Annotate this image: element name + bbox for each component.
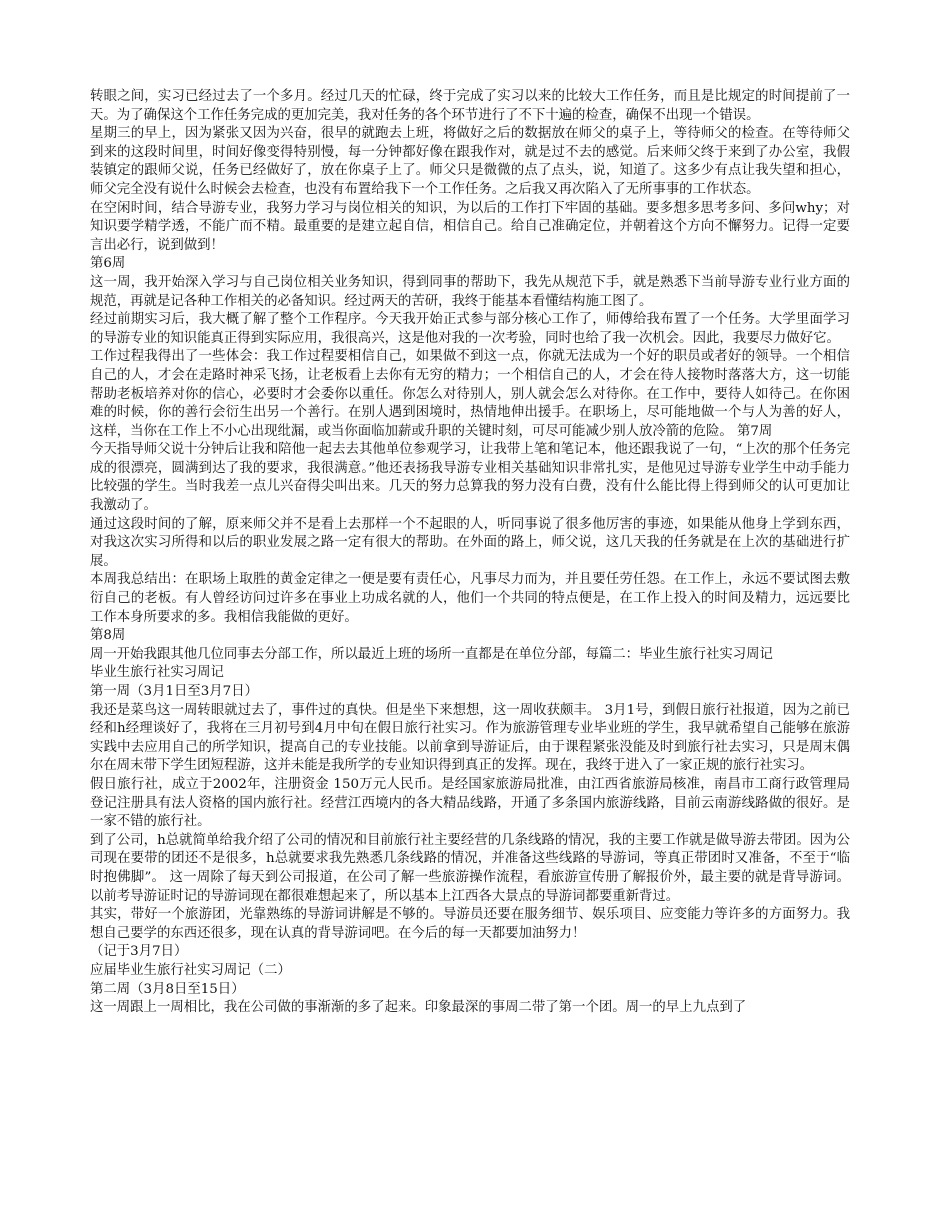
paragraph: 我还是菜鸟这一周转眼就过去了，事件过的真快。但是坐下来想想，这一周收获颇丰。 3月1号，到假日旅行社报道，因为之前已经和h经理谈好了，我将在三月初号到4月中旬在假日旅行社实习。作为旅游管理专业毕业班的学生，我早就希望自己能够在旅游实践中去应用自己的所学知识，提高自己的专业技能。以前拿到导游证后，由于课程紧张没能及时到旅行社去实习，只是周末偶尔在周末带下学生团短程游，这并未能是我所学的专业知识得到真正的发挥。现在，我终于进入了一家正规的旅行社实习。 [90, 702, 850, 774]
paragraph: 转眼之间，实习已经过去了一个多月。经过几天的忙碌，终于完成了实习以来的比较大工作任务，而且是比规定的时间提前了一天。为了确保这个工作任务完成的更加完美，我对任务的各个环节进行了不下十遍的检查，确保不出现一个错误。 [90, 89, 850, 123]
paragraph: 工作过程我得出了一些体会：我工作过程要相信自己，如果做不到这一点，你就无法成为一个好的职员或者好的领导。一个相信自己的人，才会在走路时神采飞扬，让老板看上去你有无穷的精力；一个相信自己的人，才会在待人接物时落落大方，这一切能帮助老板培养对你的信心，必要时才会委你以重任。你怎么对待别人，别人就会怎么对待你。在工作中，要待人如待己。在你困难的时候，你的善行会衍生出另一个善行。在别人遇到困境时，热情地伸出援手。在职场上，尽可能地做一个与人为善的好人，这样，当你在工作上不小心出现纰漏，或当你面临加薪或升职的关键时刻，可尽可能减少别人放冷箭的危险。 第7周 [90, 349, 850, 439]
week-heading: 第一周（3月1日至3月7日） [90, 684, 258, 699]
section-title: 毕业生旅行社实习周记 [90, 665, 224, 681]
date-note: （记于3月7日） [90, 944, 188, 960]
paragraph: 本周我总结出：在职场上取胜的黄金定律之一便是要有责任心，凡事尽力而为，并且要任劳任怨。在工作上，永远不要试图去敷衍自己的老板。有人曾经访问过许多在事业上功成名就的人，他们一个共同的特点便是，在工作上投入的时间及精力，远远要比工作本身所要求的多。我相信我能做的更好。 [90, 572, 850, 625]
week-heading: 第8周 [90, 628, 126, 644]
paragraph: 其实，带好一个旅游团，光靠熟练的导游词讲解是不够的。导游员还要在服务细节、娱乐项目、应变能力等许多的方面努力。我想自己要学的东西还很多，现在认真的背导游词吧。在今后的每一天都要加油努力！ [90, 907, 850, 941]
paragraph: 这一周，我开始深入学习与自己岗位相关业务知识，得到同事的帮助下，我先从规范下手，就是熟悉下当前导游专业行业方面的规范，再就是记各种工作相关的必备知识。经过两天的苦研，我终于能基本看懂结构施工图了。 [90, 274, 850, 309]
paragraph: 到了公司，h总就简单给我介绍了公司的情况和目前旅行社主要经营的几条线路的情况，我的主要工作就是做导游去带团。因为公司现在要带的团还不是很多，h总就要求我先熟悉几条线路的情况，并准备这些线路的导游词，等真正带团时又准备，不至于“临时抱佛脚”。 这一周除了每天到公司报道，在公司了解一些旅游操作流程，看旅游宣传册了解报价外，最主要的就是背导游词。以前考导游证时记的导游词现在都很难想起来了，所以基本上江西各大景点的导游词都要重新背过。 [90, 832, 850, 904]
week-heading: 第6周 [90, 256, 126, 272]
paragraph: 周一开始我跟其他几位同事去分部工作，所以最近上班的场所一直都是在单位分部，每篇二：毕业生旅行社实习周记 [90, 646, 773, 662]
paragraph: 通过这段时间的了解，原来师父并不是看上去那样一个不起眼的人，听同事说了很多他厉害的事迹，如果能从他身上学到东西，对我这次实习所得和以后的职业发展之路一定有很大的帮助。在外面的路上，师父说，这几天我的任务就是在上次的基础进行扩展。 [90, 516, 850, 569]
section-title: 应届毕业生旅行社实习周记（二） [90, 962, 291, 978]
paragraph: 这一周跟上一周相比，我在公司做的事渐渐的多了起来。印象最深的事周二带了第一个团。周一的早上九点到了 [90, 1000, 747, 1016]
paragraph: 星期三的早上，因为紧张又因为兴奋，很早的就跑去上班，将做好之后的数据放在师父的桌子上，等待师父的检查。在等待师父到来的这段时间里，时间好像变得特别慢，每一分钟都好像在跟我作对，就是过不去的感觉。后来师父终于来到了办公室，我假装镇定的跟师父说，任务已经做好了，放在你桌子上了。师父只是微微的点了点头，说，知道了。这多少有点让我失望和担心，师父完全没有说什么时候会去检查，也没有布置给我下一个工作任务。之后我又再次陷入了无所事事的工作状态。 [90, 126, 850, 197]
paragraph: 今天指导师父说十分钟后让我和陪他一起去去其他单位参观学习，让我带上笔和笔记本，他还跟我说了一句，“上次的那个任务完成的很漂亮，圆满到达了我的要求，我很满意。”他还表扬我导游专业相关基础知识非常扎实，是他见过导游专业学生中动手能力比较强的学生。当时我差一点儿兴奋得尖叫出来。几天的努力总算我的努力没有白费，没有什么能比得上得到师父的认可更加让我激动了。 [90, 442, 850, 514]
paragraph: 假日旅行社，成立于2002年，注册资金 150万元人民币。是经国家旅游局批准，由江西省旅游局核准，南昌市工商行政管理局登记注册具有法人资格的国内旅行社。经营江西境内的各大精品线路，开通了多条国内旅游线路，目前云南游线路做的很好。是一家不错的旅行社。 [90, 776, 850, 830]
paragraph: 在空闲时间，结合导游专业，我努力学习与岗位相关的知识，为以后的工作打下牢固的基础。要多想多思考多问、多问why；对知识要学精学透，不能广而不精。最重要的是建立起自信，相信自己。给自己准确定位，并朝着这个方向不懈努力。记得一定要言出必行，说到做到！ [90, 200, 850, 253]
week-heading: 第二周（3月8日至15日） [90, 981, 245, 997]
paragraph: 经过前期实习后，我大概了解了整个工作程序。今天我开始正式参与部分核心工作了，师傅给我布置了一个任务。大学里面学习的导游专业的知识能真正得到实际应用，我很高兴，这是他对我的一次考验，同时也给了我一次机会。因此，我要尽力做好它。 [90, 312, 850, 346]
